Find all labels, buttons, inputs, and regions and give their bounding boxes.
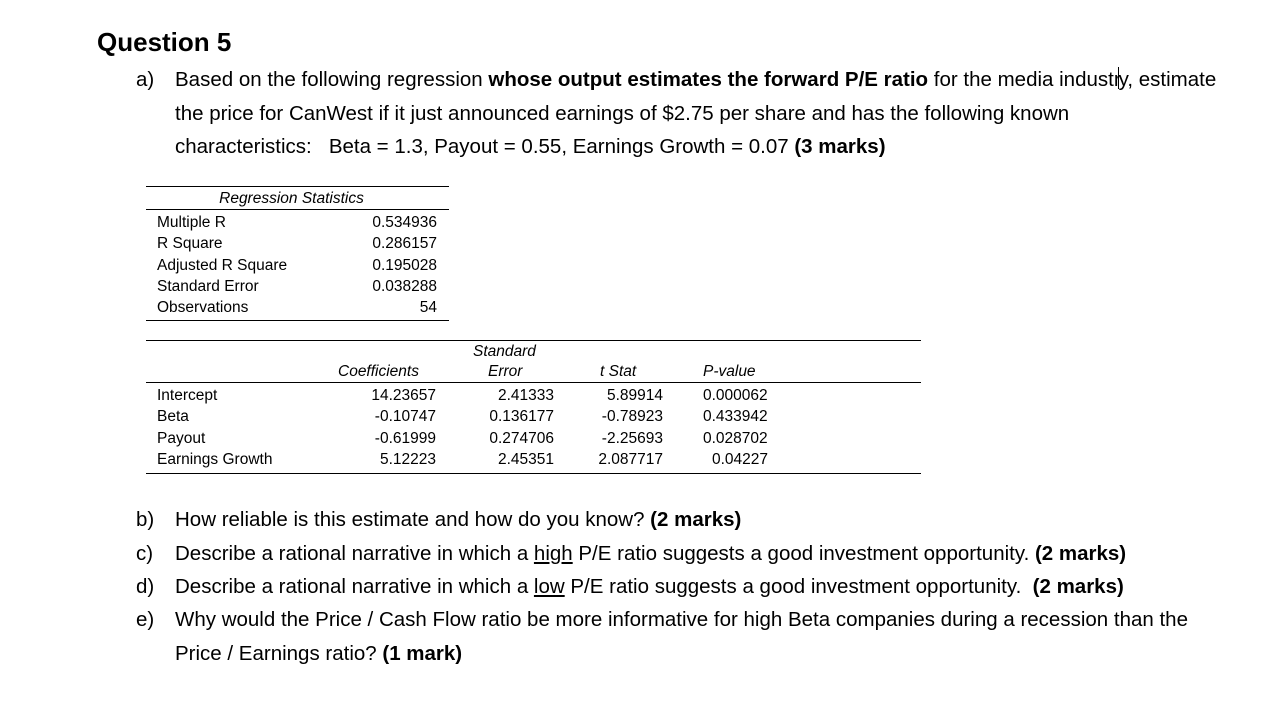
regression-statistics-heading: Regression Statistics	[146, 187, 449, 210]
stat-label: Standard Error	[157, 277, 259, 295]
question-b-text: How reliable is this estimate and how do you know? (2 marks)	[175, 508, 742, 531]
header-coefficients: Coefficients	[338, 363, 419, 380]
stat-label: Observations	[157, 299, 249, 317]
row-std-error: 2.45351	[497, 451, 554, 469]
table-row	[146, 255, 449, 276]
coefficients-table	[146, 340, 921, 474]
row-name: Earnings Growth	[157, 451, 273, 469]
coefficients-header-row	[146, 341, 921, 383]
stat-value: 54	[419, 299, 437, 317]
question-e-text: Why would the Price / Cash Flow ratio be more informative for high Beta companies during a recession than the Price / Earnings ratio? (1 mark)	[175, 608, 1188, 665]
question-c-text: Describe a rational narrative in which a high P/E ratio suggests a good investment opportunity. (2 marks)	[175, 542, 1127, 565]
question-c	[136, 537, 1276, 571]
header-t-stat: t Stat	[600, 363, 637, 380]
regression-statistics-table	[146, 186, 449, 321]
row-std-error: 0.274706	[489, 429, 554, 447]
question-a-marks: (3 marks)	[794, 135, 886, 158]
row-coefficient: 14.23657	[371, 387, 436, 404]
question-c-marks: (2 marks)	[1034, 542, 1127, 565]
row-t-stat: -0.78923	[601, 408, 663, 426]
table-row	[146, 385, 921, 406]
row-p-value: 0.433942	[703, 408, 768, 426]
question-d-label: d)	[136, 575, 155, 598]
question-a	[136, 63, 1236, 164]
row-name: Intercept	[157, 387, 218, 404]
question-b-marks: (2 marks)	[650, 508, 742, 531]
table-row	[146, 212, 449, 233]
table-row	[146, 233, 449, 254]
question-e-marks: (1 mark)	[382, 641, 463, 665]
table-row	[146, 276, 449, 297]
row-t-stat: 2.087717	[598, 451, 663, 469]
question-d-text: Describe a rational narrative in which a low P/E ratio suggests a good investment opportunity. (2 marks)	[175, 575, 1124, 598]
row-std-error: 0.136177	[489, 408, 554, 426]
question-c-label: c)	[136, 542, 154, 565]
question-a-text: Based on the following regression whose output estimates the forward P/E ratio for the media industry, estimate the price for CanWest if it just announced earnings of $2.75 per share and has the following known characteristics: Beta = 1.3, Payout = 0.55, Earnings Growth = 0.07 (3 marks)	[175, 68, 1217, 158]
stat-label: R Square	[157, 235, 223, 253]
question-a-label: a)	[136, 68, 155, 91]
row-std-error: 2.41333	[497, 387, 554, 404]
question-b-label: b)	[136, 508, 155, 531]
stat-value: 0.286157	[372, 235, 437, 253]
row-t-stat: -2.25693	[601, 429, 663, 447]
question-e-label: e)	[136, 608, 155, 631]
row-coefficient: -0.61999	[374, 429, 436, 447]
header-error: Error	[488, 363, 523, 380]
stat-label: Adjusted R Square	[157, 256, 288, 274]
row-p-value: 0.04227	[712, 451, 769, 469]
row-coefficient: -0.10747	[374, 408, 436, 426]
row-t-stat: 5.89914	[606, 387, 663, 404]
table-row	[146, 406, 921, 427]
row-coefficient: 5.12223	[379, 451, 436, 469]
question-d-marks: (2 marks)	[1032, 575, 1124, 598]
row-name: Beta	[157, 408, 189, 426]
stat-value: 0.534936	[372, 214, 437, 231]
question-b	[136, 503, 1236, 537]
table-row	[146, 297, 449, 318]
stat-label: Multiple R	[157, 214, 226, 231]
question-e	[136, 603, 1216, 670]
header-standard: Standard	[473, 343, 536, 360]
question-title: Question 5	[97, 27, 232, 57]
row-p-value: 0.028702	[703, 429, 768, 447]
header-p-value: P-value	[703, 363, 756, 380]
stat-value: 0.195028	[372, 256, 437, 274]
row-p-value: 0.000062	[703, 387, 768, 404]
question-d	[136, 570, 1276, 604]
table-row	[146, 428, 921, 449]
row-name: Payout	[157, 429, 206, 447]
table-row	[146, 449, 921, 470]
stat-value: 0.038288	[372, 277, 437, 295]
